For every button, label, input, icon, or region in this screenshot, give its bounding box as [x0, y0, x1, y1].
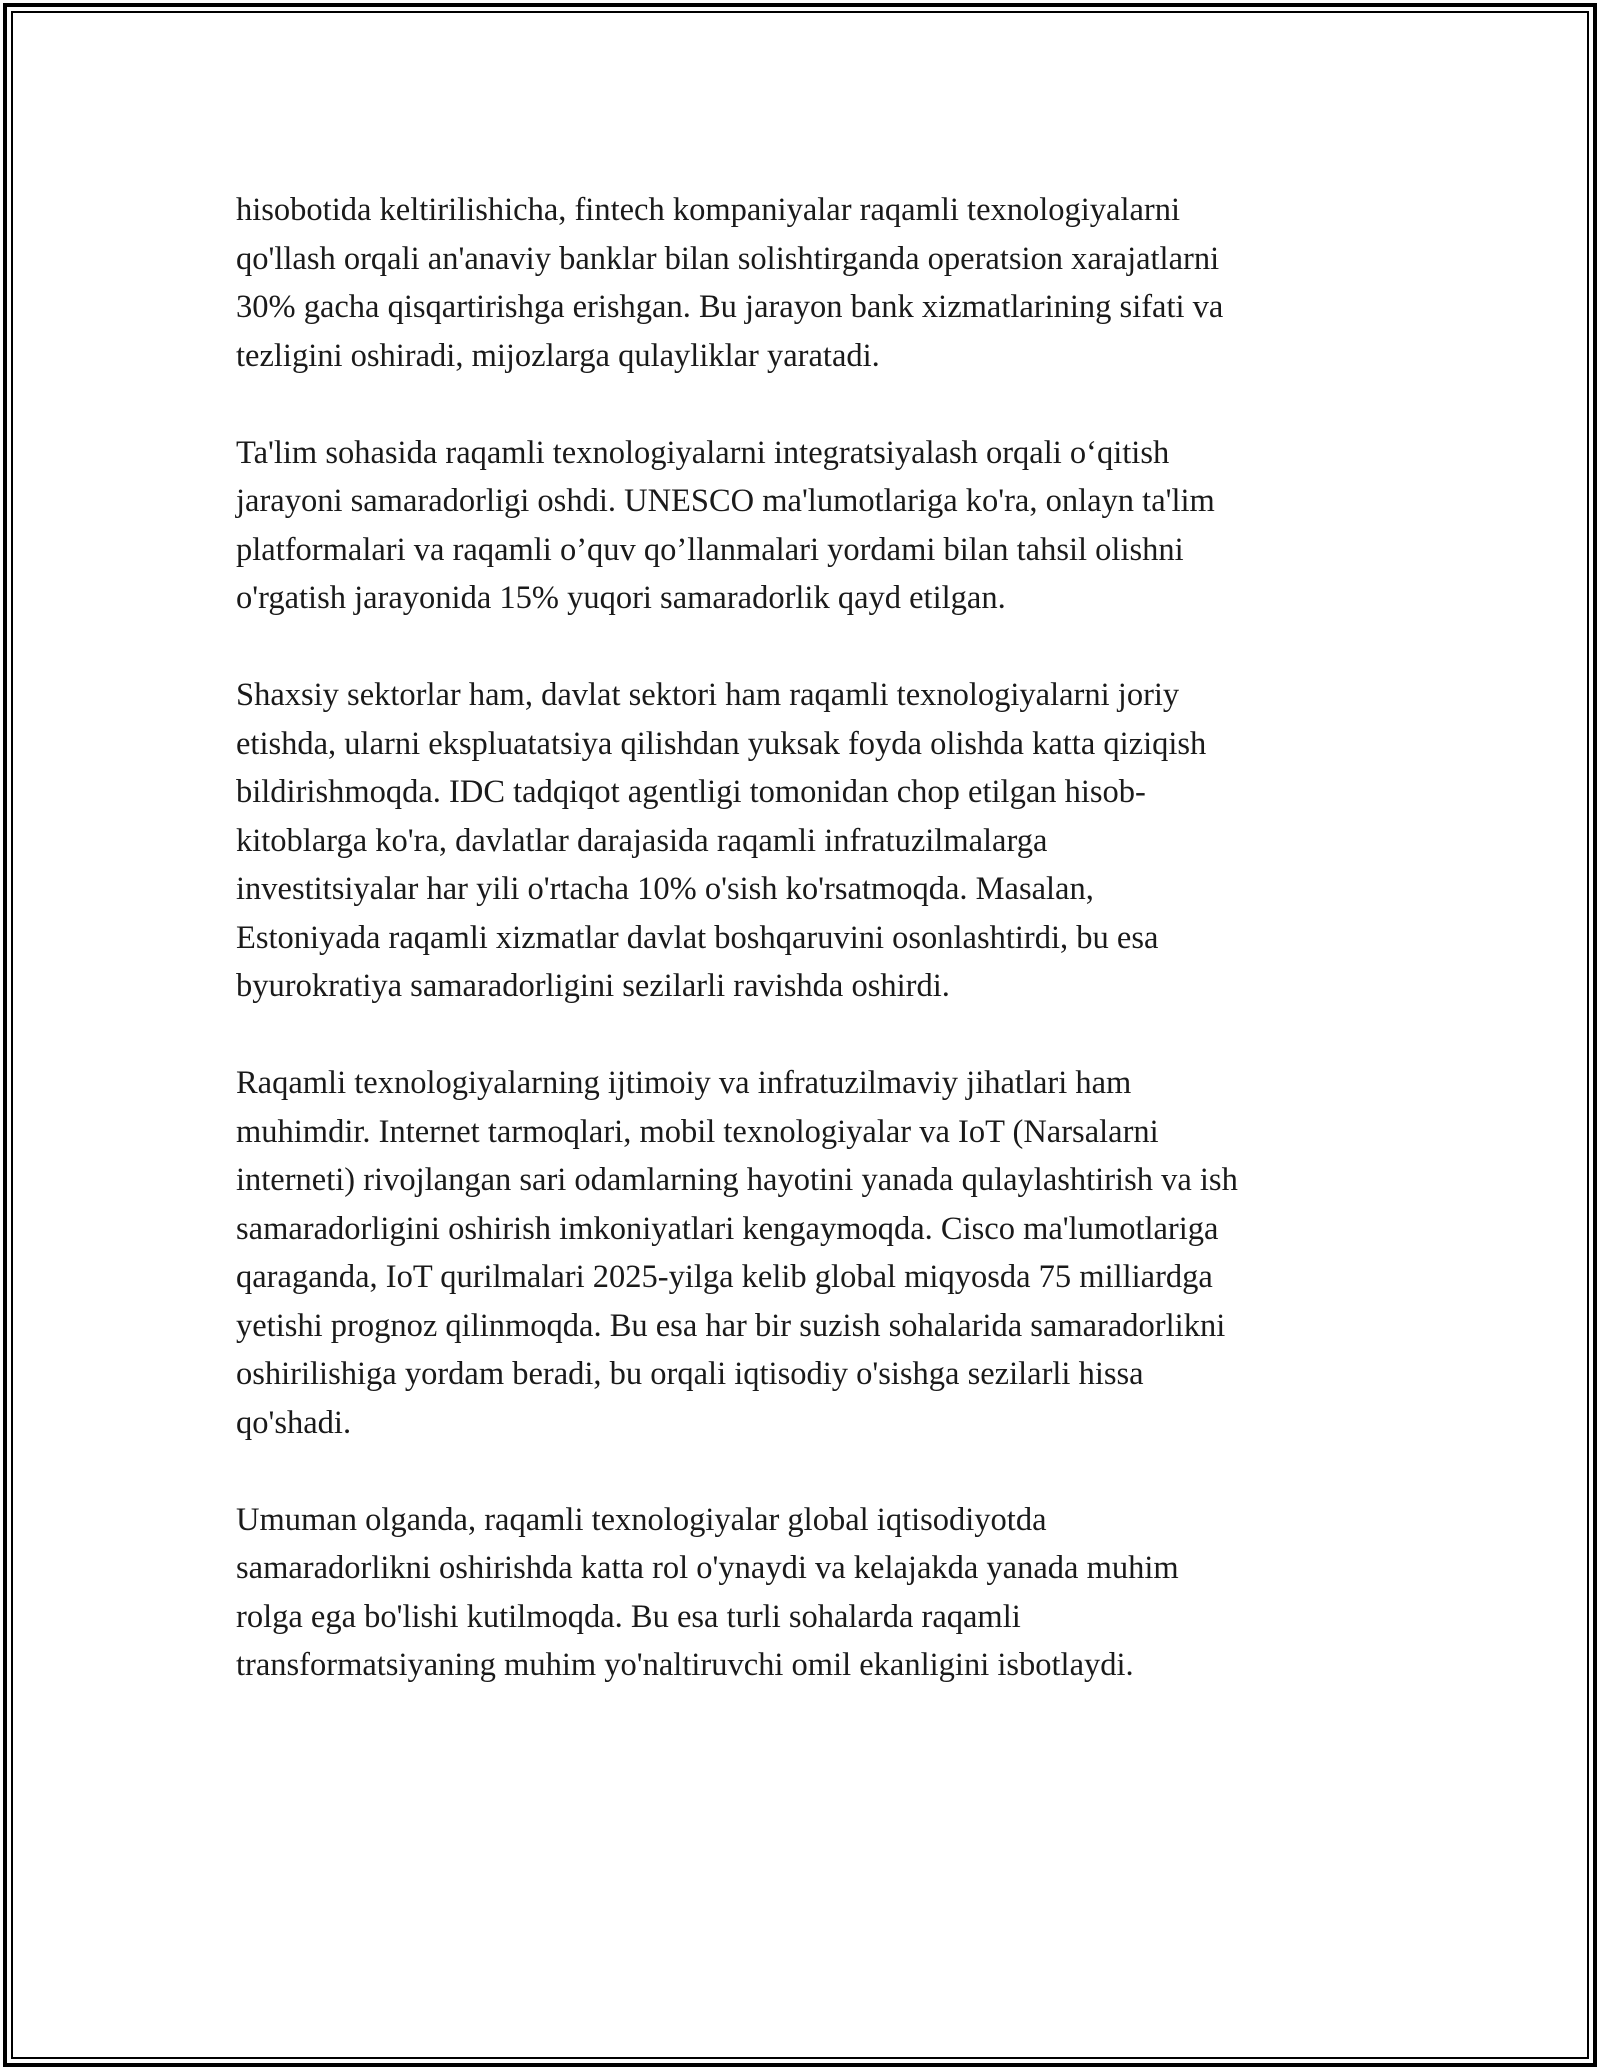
- paragraph-sectors: [236, 671, 1376, 1011]
- text-line: oshirilishiga yordam beradi, bu orqali iqtisodiy o'sishga sezilarli hissa: [236, 1356, 1144, 1392]
- paragraph-education: [236, 429, 1376, 623]
- text-line: interneti) rivojlangan sari odamlarning hayotini yanada qulaylashtirish va ish: [236, 1162, 1238, 1198]
- text-line: etishda, ularni ekspluatatsiya qilishdan yuksak foyda olishda katta qiziqish: [236, 725, 1207, 762]
- text-line: samaradorlikni oshirishda katta rol o'ynaydi va kelajakda yanada muhim: [236, 1550, 1179, 1586]
- text-line: Ta'lim sohasida raqamli texnologiyalarni integratsiyalash orqali o‘qitish: [236, 434, 1170, 471]
- document-body: [236, 186, 1376, 1738]
- text-line: rolga ega bo'lishi kutilmoqda. Bu esa turli sohalarda raqamli: [236, 1598, 1021, 1635]
- text-line: qo'llash orqali an'anaviy banklar bilan solishtirganda operatsion xarajatlarni: [236, 240, 1220, 277]
- text-line: hisobotida keltirilishicha, fintech kompaniyalar raqamli texnologiyalarni: [236, 192, 1181, 228]
- text-line: o'rgatish jarayonida 15% yuqori samaradorlik qayd etilgan.: [236, 580, 1006, 616]
- text-line: Umuman olganda, raqamli texnologiyalar global iqtisodiyotda: [236, 1501, 1047, 1538]
- paragraph-fintech: [236, 186, 1376, 380]
- text-line: Shaxsiy sektorlar ham, davlat sektori ham raqamli texnologiyalarni joriy: [236, 677, 1180, 713]
- text-line: qaraganda, IoT qurilmalari 2025-yilga kelib global miqyosda 75 milliardga: [236, 1259, 1213, 1295]
- text-line: bildirishmoqda. IDC tadqiqot agentligi tomonidan chop etilgan hisob-: [236, 774, 1146, 810]
- paragraph-infrastructure: [236, 1059, 1376, 1447]
- text-line: platformalari va raqamli o’quv qo’llanmalari yordami bilan tahsil olishni: [236, 531, 1184, 568]
- text-line: samaradorligini oshirish imkoniyatlari kengaymoqda. Cisco ma'lumotlariga: [236, 1210, 1219, 1247]
- text-line: qo'shadi.: [236, 1404, 352, 1441]
- text-line: investitsiyalar har yili o'rtacha 10% o'sish ko'rsatmoqda. Masalan,: [236, 871, 1094, 907]
- paragraph-conclusion: [236, 1496, 1376, 1690]
- text-line: jarayoni samaradorligi oshdi. UNESCO ma'lumotlariga ko'ra, onlayn ta'lim: [236, 483, 1215, 519]
- text-line: yetishi prognoz qilinmoqda. Bu esa har bir suzish sohalarida samaradorlikni: [236, 1307, 1226, 1344]
- text-line: transformatsiyaning muhim yo'naltiruvchi omil ekanligini isbotlaydi.: [236, 1647, 1134, 1683]
- text-line: Estoniyada raqamli xizmatlar davlat boshqaruvini osonlashtirdi, bu esa: [236, 919, 1159, 956]
- text-line: Raqamli texnologiyalarning ijtimoiy va infratuzilmaviy jihatlari ham: [236, 1065, 1132, 1101]
- text-line: byurokratiya samaradorligini sezilarli ravishda oshirdi.: [236, 968, 950, 1004]
- text-line: muhimdir. Internet tarmoqlari, mobil texnologiyalar va IoT (Narsalarni: [236, 1113, 1159, 1150]
- text-line: tezligini oshiradi, mijozlarga qulayliklar yaratadi.: [236, 337, 880, 374]
- text-line: kitoblarga ko'ra, davlatlar darajasida raqamli infratuzilmalarga: [236, 822, 1048, 859]
- text-line: 30% gacha qisqartirishga erishgan. Bu jarayon bank xizmatlarining sifati va: [236, 289, 1224, 325]
